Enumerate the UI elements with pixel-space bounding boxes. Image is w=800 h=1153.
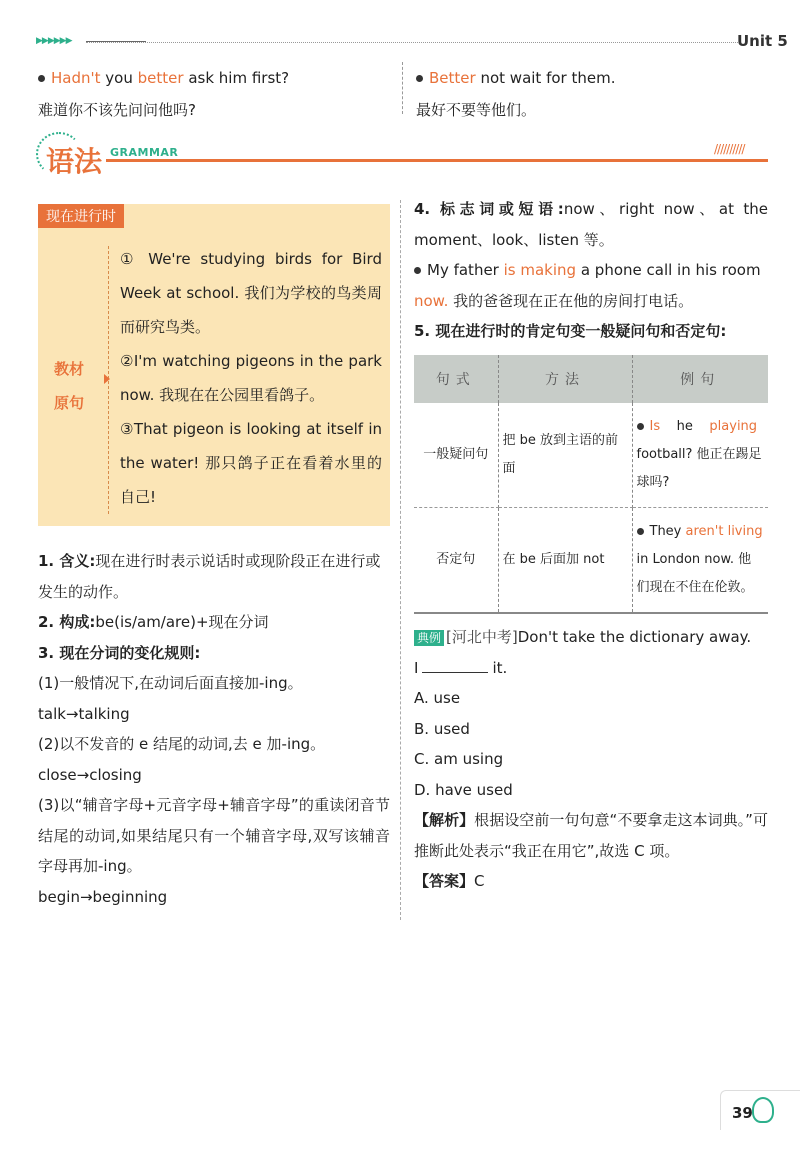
bullet-icon (38, 75, 45, 82)
option: B. used (414, 719, 470, 738)
balloon-icon (752, 1097, 774, 1123)
example-question (414, 622, 768, 897)
answer-text: C (474, 872, 485, 890)
bullet-icon (637, 528, 644, 535)
bullet-icon (416, 75, 423, 82)
arrow-icon (104, 374, 110, 384)
top-example-right (416, 62, 615, 126)
answer-label: 【答案】 (414, 872, 475, 890)
side-label-2: 原句 (54, 394, 85, 412)
text: football? 他正在踢足球吗? (636, 446, 762, 490)
analysis-label: 【解析】 (414, 811, 475, 829)
bullet-icon (414, 267, 421, 274)
point-label: 2. 构成: (38, 613, 96, 631)
bullet-icon (637, 423, 644, 430)
text: a phone call in his room (580, 261, 761, 279)
sentence-3: ③That pigeon is looking at itself in the water! 那只鸽子正在看着水里的自己! (120, 420, 382, 506)
text: not wait for them. (480, 69, 616, 87)
keyword: aren't living (685, 523, 763, 539)
translation: 最好不要等他们。 (416, 101, 537, 119)
textbook-tag: 现在进行时 (38, 204, 124, 228)
column-divider (402, 62, 403, 114)
table-cell (632, 403, 768, 507)
textbook-side-label (54, 352, 84, 420)
right-points (414, 194, 768, 347)
keyword: now. (414, 291, 449, 310)
header-arrows: ▶▶▶▶▶▶ (36, 36, 72, 46)
table-header: 句式 (414, 355, 498, 403)
analysis-text: 根据设空前一句句意“不要拿走这本词典。”可推断此处表示“我正在用它”,故选 C 项。 (414, 811, 768, 860)
keyword: playing (709, 418, 758, 434)
table-cell (632, 507, 768, 613)
section-rule (106, 159, 768, 162)
translation: 我的爸爸现在正在他的房间打电话。 (453, 291, 694, 310)
keyword: Is (649, 418, 661, 434)
table-cell: 一般疑问句 (414, 403, 498, 507)
translation: 难道你不该先问问他吗? (38, 101, 196, 119)
point-label: 3. 现在分词的变化规则: (38, 643, 201, 662)
page-number: 39 (732, 1104, 753, 1122)
rule-1: (1)一般情况下,在动词后面直接加-ing。 (38, 674, 303, 692)
option: C. am using (414, 750, 504, 768)
table-row (414, 403, 768, 507)
option: D. have used (414, 780, 513, 799)
middle-divider (400, 200, 401, 920)
textbook-sentences (120, 242, 382, 514)
table-header: 方法 (498, 355, 632, 403)
keyword: is making (503, 261, 577, 279)
left-points (38, 546, 390, 912)
text: in London now. 他们现在不住在伦敦。 (636, 551, 754, 595)
text: ask him first? (188, 69, 290, 87)
sentence-table (414, 355, 768, 614)
question-text: I (414, 658, 419, 677)
text: he (676, 418, 693, 434)
table-cell: 把 be 放到主语的前面 (498, 403, 632, 507)
point-label: 5. 现在进行时的肯定句变一般疑问句和否定句: (414, 322, 727, 340)
keyword: Hadn't (51, 69, 101, 87)
example-tag: 典例 (414, 630, 444, 646)
header-rule (86, 42, 738, 43)
table-row (414, 507, 768, 613)
sentence-1: ① We're studying birds for Bird Week at school. 我们为学校的鸟类周而研究鸟类。 (120, 250, 382, 336)
top-example-left (38, 62, 289, 126)
section-title: 语法 (46, 145, 103, 178)
point-text: be(is/am/are)+现在分词 (95, 613, 269, 631)
table-cell: 在 be 后面加 not (498, 507, 632, 613)
rule-2-example: close→closing (38, 765, 142, 784)
rule-2: (2)以不发音的 e 结尾的动词,去 e 加-ing。 (38, 735, 326, 753)
unit-label: Unit 5 (737, 32, 788, 50)
sentence-2: ②I'm watching pigeons in the park now. 我现在在公园里看鸽子。 (120, 352, 382, 404)
text: They (649, 523, 682, 539)
table-header: 例句 (632, 355, 768, 403)
answer-blank (422, 659, 488, 673)
option: A. use (414, 689, 461, 707)
section-subtitle: GRAMMAR (110, 146, 179, 159)
point-text: 现在进行时表示说话时或现阶段正在进行或发生的动作。 (38, 552, 381, 601)
point-label: 1. 含义: (38, 552, 96, 570)
question-text: Don't take the dictionary away. (517, 628, 752, 646)
rule-1-example: talk→talking (38, 704, 130, 723)
point-text: now、right now、at the moment、look、listen 等。 (414, 200, 769, 249)
side-label-1: 教材 (54, 360, 85, 378)
point-label: 4. 标志词或短语: (414, 200, 564, 218)
question-text: it. (492, 658, 508, 677)
keyword: better (137, 69, 184, 87)
rule-3: (3)以“辅音字母+元音字母+辅音字母”的重读闭音节结尾的动词,如果结尾只有一个辅音字母,双写该辅音字母再加-ing。 (38, 796, 390, 875)
table-cell: 否定句 (414, 507, 498, 613)
text: My father (427, 261, 499, 279)
example-source: [河北中考] (446, 628, 518, 646)
keyword: Better (429, 69, 476, 87)
rule-3-example: begin→beginning (38, 887, 168, 906)
text: you (105, 69, 133, 87)
section-slashes: ////////// (714, 142, 745, 156)
